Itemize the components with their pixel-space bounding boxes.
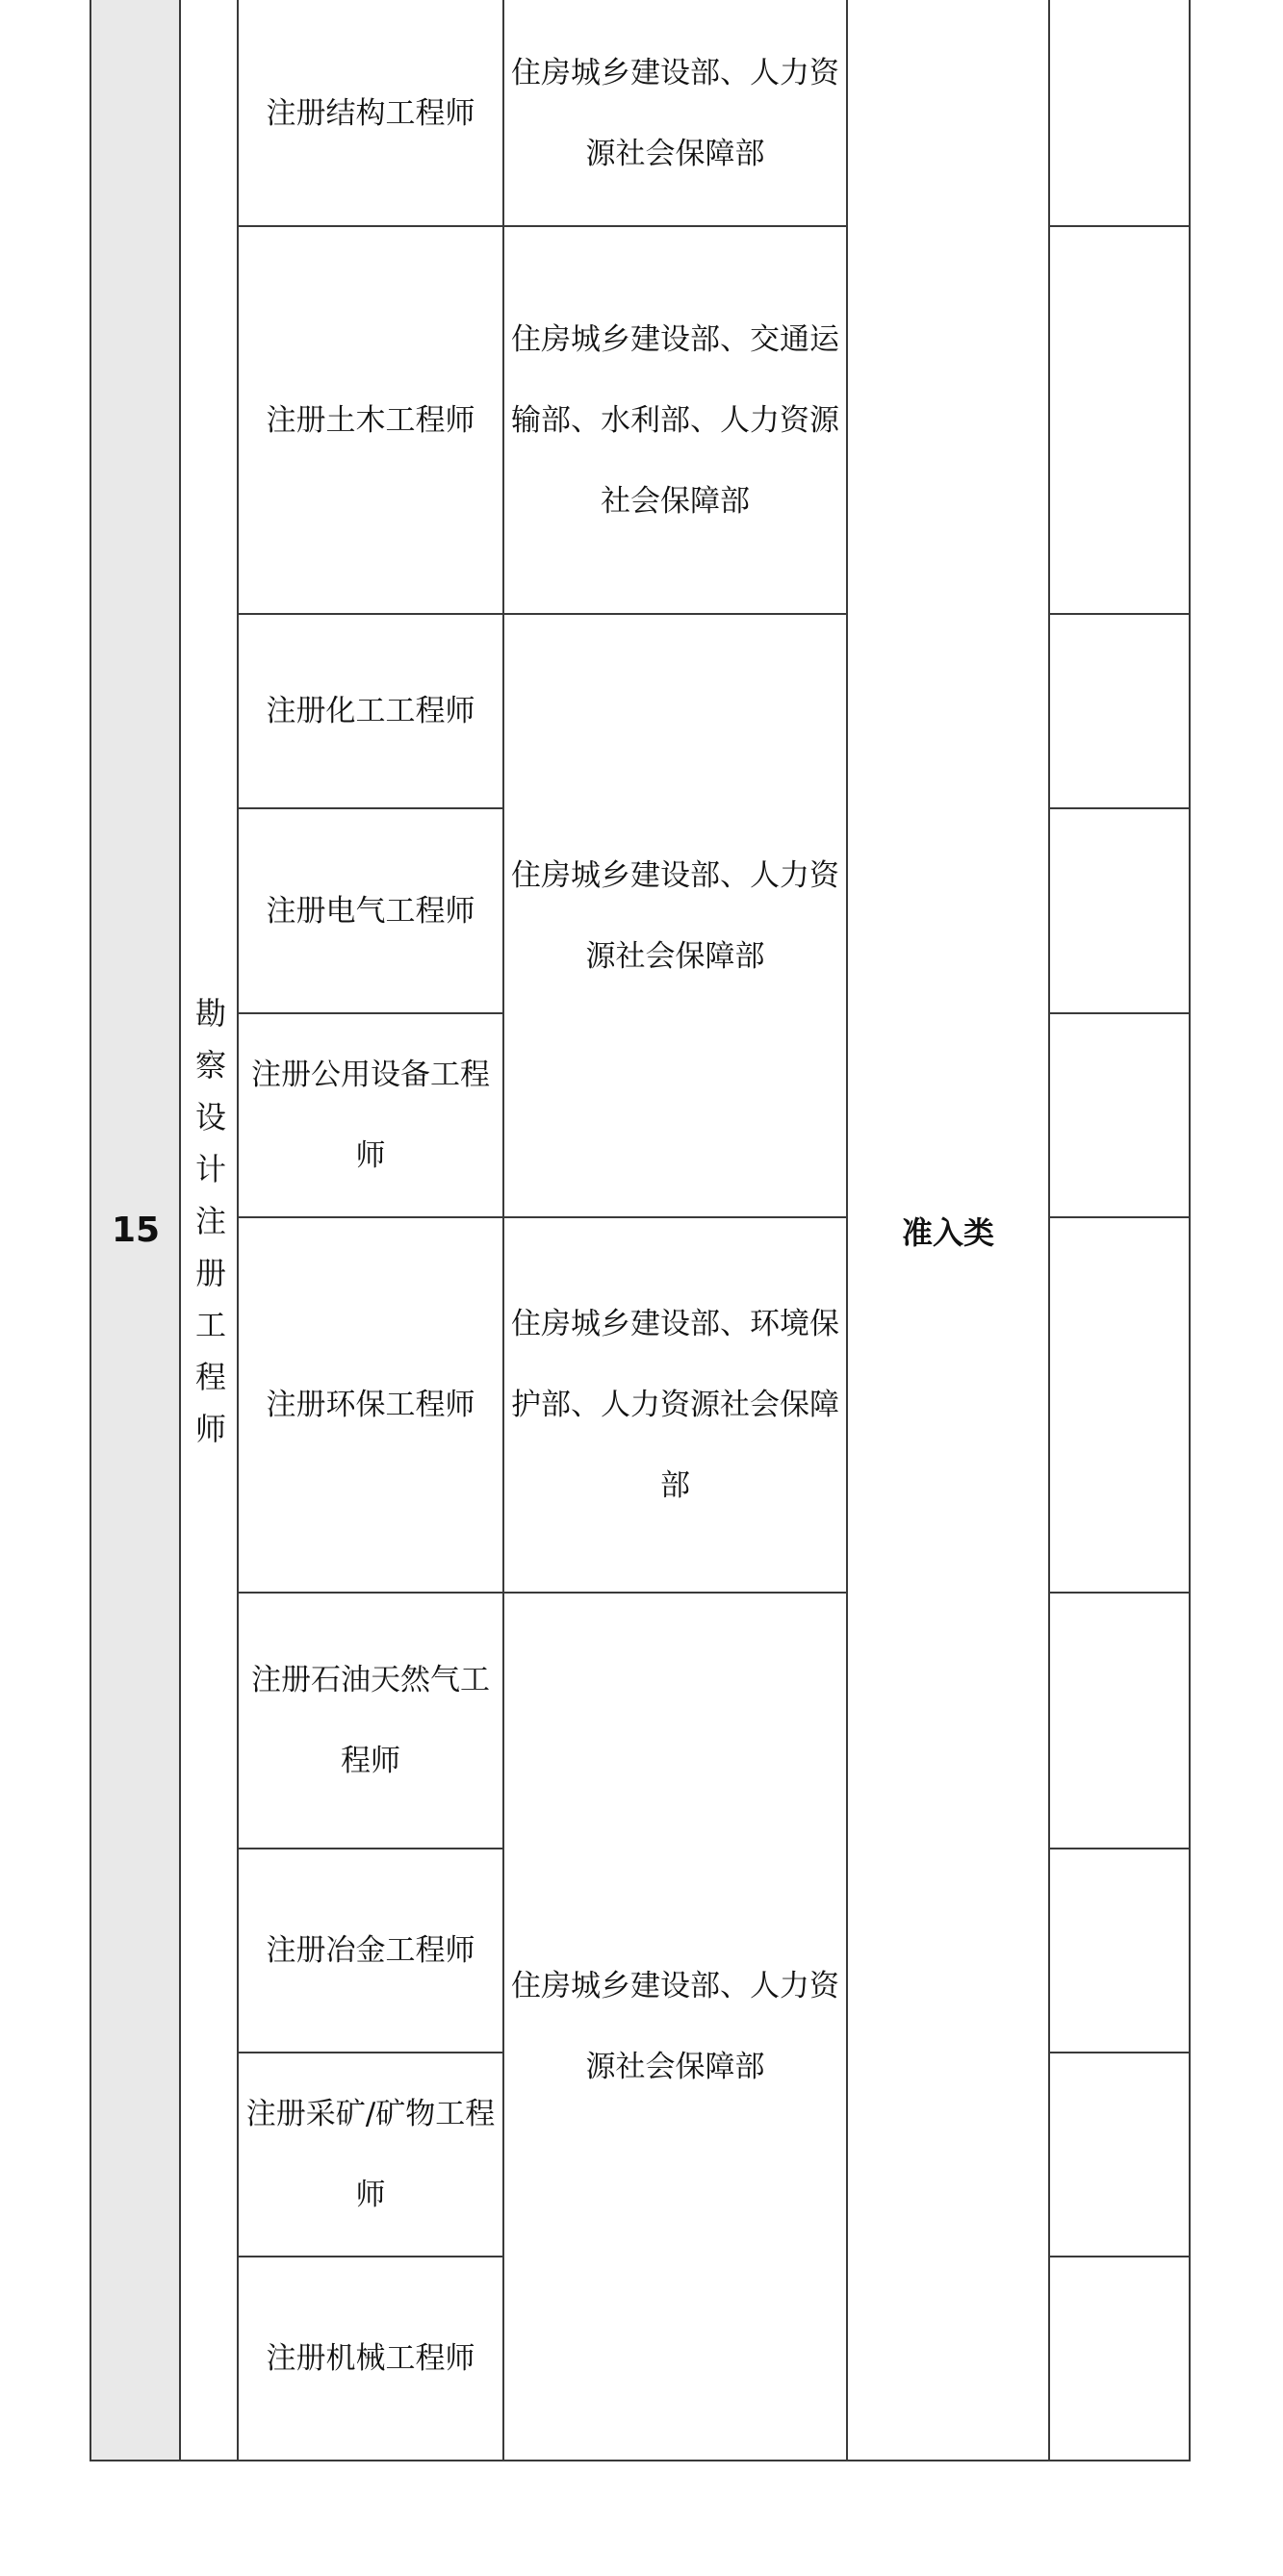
qualification-name-cell — [238, 2053, 503, 2257]
qualification-name: 注册化工工程师 — [266, 694, 475, 728]
table-bottom-border — [90, 2460, 1191, 2461]
grid-line — [1049, 1216, 1190, 1218]
qualification-name: 注册公用设备工程师 — [251, 1058, 490, 1173]
grid-line — [503, 1592, 847, 1594]
grid-line — [1049, 1848, 1190, 1849]
grid-line — [1049, 2256, 1190, 2257]
grid-line — [502, 0, 504, 2461]
grid-line — [1049, 613, 1190, 615]
qualification-name: 注册机械工程师 — [266, 2341, 475, 2376]
grid-line — [503, 613, 847, 615]
department-text: 住房城乡建设部、人力资源社会保障部 — [511, 55, 839, 171]
department-cell — [503, 0, 847, 226]
grid-line — [1049, 225, 1190, 227]
grid-line — [846, 0, 848, 2461]
grid-line — [238, 807, 503, 809]
qualification-name-cell — [238, 614, 503, 808]
grid-line — [237, 0, 239, 2461]
remark-cell — [1049, 0, 1190, 2461]
grid-line — [1048, 0, 1050, 2461]
category-cell — [180, 0, 238, 2461]
sequence-number: 15 — [111, 1211, 161, 1250]
department-cell — [503, 1593, 847, 2461]
grid-line — [1189, 0, 1191, 2461]
qualification-name-cell — [238, 808, 503, 1013]
grid-line — [503, 1216, 847, 1218]
grid-line — [238, 1592, 503, 1594]
grid-line — [238, 1216, 503, 1218]
type-label: 准入类 — [901, 1213, 994, 1251]
grid-line — [179, 0, 181, 2461]
qualification-name: 注册结构工程师 — [266, 95, 475, 131]
grid-line — [503, 225, 847, 227]
qualification-name-cell — [238, 1593, 503, 1849]
qualification-name-cell — [238, 1013, 503, 1217]
qualification-name: 注册土木工程师 — [266, 402, 475, 438]
grid-line — [238, 1012, 503, 1014]
department-text: 住房城乡建设部、交通运输部、水利部、人力资源社会保障部 — [511, 321, 839, 519]
qualification-name-cell — [238, 226, 503, 614]
qualification-name: 注册电气工程师 — [266, 893, 475, 929]
qualification-name: 注册石油天然气工程师 — [251, 1663, 490, 1778]
grid-line — [238, 2256, 503, 2257]
qualification-name-cell — [238, 1217, 503, 1593]
grid-line — [1049, 2052, 1190, 2053]
grid-line — [238, 225, 503, 227]
grid-line — [1049, 1592, 1190, 1594]
department-text: 住房城乡建设部、环境保护部、人力资源社会保障部 — [511, 1307, 839, 1503]
grid-line — [1049, 807, 1190, 809]
qualification-name: 注册采矿/矿物工程师 — [245, 2097, 496, 2212]
qualification-name-cell — [238, 0, 503, 226]
qualification-name-cell — [238, 2257, 503, 2461]
grid-line — [1049, 1012, 1190, 1014]
qualification-name: 注册环保工程师 — [266, 1388, 475, 1422]
qualification-name: 注册冶金工程师 — [266, 1933, 475, 1968]
grid-line — [238, 1848, 503, 1849]
type-cell — [847, 0, 1049, 2461]
department-cell — [503, 614, 847, 1217]
department-cell — [503, 1217, 847, 1593]
grid-line — [238, 613, 503, 615]
department-cell — [503, 226, 847, 614]
category-label: 勘察设计注册工程师 — [191, 996, 227, 1465]
grid-line — [238, 2052, 503, 2053]
department-text: 住房城乡建设部、人力资源社会保障部 — [511, 1969, 839, 2084]
sequence-number-cell — [91, 0, 180, 2461]
qualification-name-cell — [238, 1849, 503, 2053]
grid-line — [90, 0, 91, 2461]
department-text: 住房城乡建设部、人力资源社会保障部 — [511, 857, 839, 974]
